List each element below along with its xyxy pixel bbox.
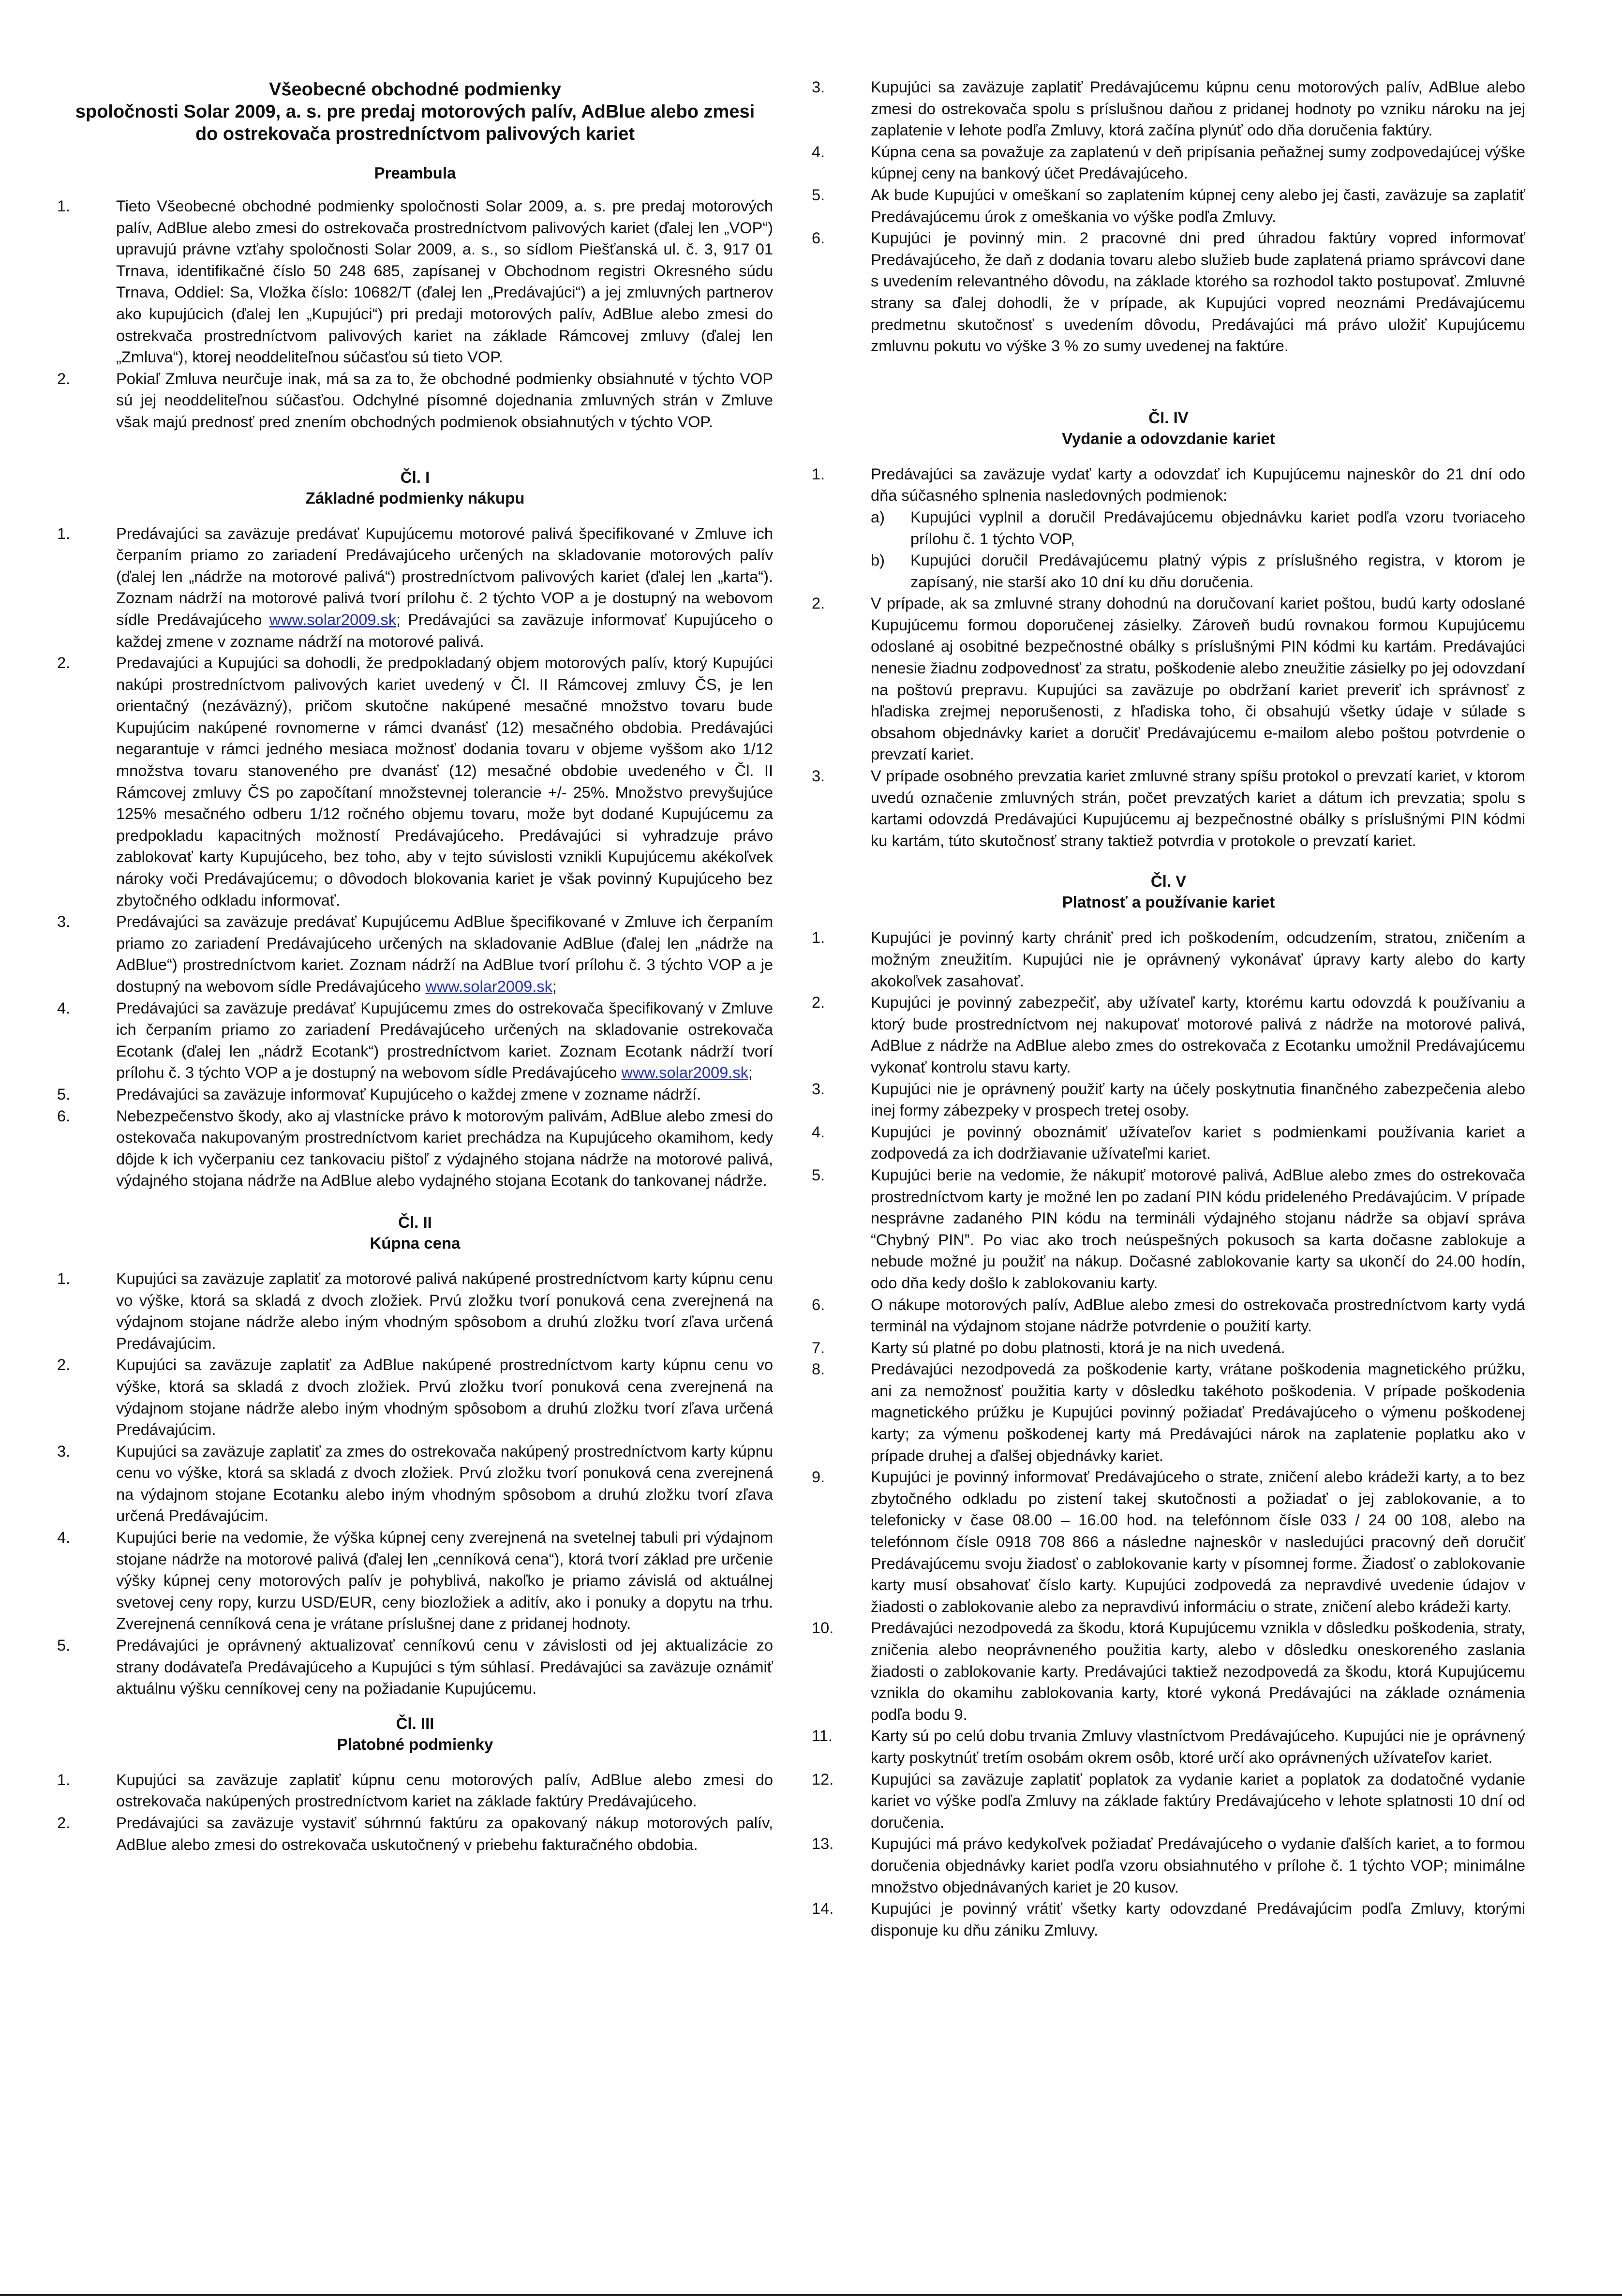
item-number: 3. bbox=[812, 1079, 825, 1098]
item-text bbox=[116, 998, 773, 1084]
article-3-title: Platobné podmienky bbox=[337, 1735, 493, 1753]
item-number: 2. bbox=[812, 594, 825, 612]
item-number: 10. bbox=[812, 1619, 834, 1637]
article-4-title: Vydanie a odovzdanie kariet bbox=[1062, 429, 1275, 447]
item-number: 3. bbox=[57, 1442, 71, 1460]
item-text-main: Predávajúci sa zaväzuje predávať Kupujúcemu motorové palivá špecifikované v Zmluve ich čerpaním priamo zo zariadení Predávajúceho určených na skladovanie motorových palív (ďalej len „nádrže na motorové palivá“) prostredníctvom palivových kariet (ďalej len „karta“). Zoznam nádrží na motorové palivá tvorí prílohu č. 2 týchto VOP a je dostupný na webovom sídle Predávajúceho bbox=[116, 524, 773, 628]
item-text: Karty sú platné po dobu platnosti, ktorá je na nich uvedená. bbox=[871, 1338, 1285, 1357]
item-number: 1. bbox=[57, 524, 71, 542]
article-2-item bbox=[57, 1268, 773, 1354]
article-1-item bbox=[57, 998, 773, 1084]
article-5-title: Platnosť a používanie kariet bbox=[1062, 893, 1275, 911]
article-3-item bbox=[812, 227, 1525, 357]
item-number: 12. bbox=[812, 1770, 834, 1788]
item-text: Kupujúci sa zaväzuje zaplatiť za AdBlue nakúpené prostredníctvom karty kúpnu cenu vo výške, ktorá sa skladá z dvoch zložiek. Prvú zložku tvorí ponuková cena zverejnená na výdajnom stojane nádrže alebo iným vhodným spôsobom a druhú zložku tvorí zľava určená Predávajúcim. bbox=[116, 1356, 773, 1439]
website-link[interactable]: www.solar2009.sk bbox=[269, 610, 397, 628]
article-4-number: Čl. IV bbox=[1148, 408, 1189, 427]
title-line-2: spoločnosti Solar 2009, a. s. pre predaj motorových palív, AdBlue alebo zmesi bbox=[75, 102, 755, 122]
item-text: Kupujúci nie je oprávnený použiť karty na účely poskytnutia finančného zabezpečenia alebo inej formy zábezpeky v prospech tretej osoby. bbox=[871, 1079, 1525, 1119]
item-text: Kúpna cena sa považuje za zaplatenú v deň pripísania peňažnej sumy zodpovedajúcej výške kúpnej ceny na bankový účet Predávajúceho. bbox=[871, 142, 1525, 182]
right-column bbox=[812, 0, 1525, 1941]
article-5-item bbox=[812, 1617, 1525, 1725]
preamble-item bbox=[57, 368, 773, 433]
article-5-item bbox=[812, 927, 1525, 992]
article-3-item bbox=[57, 1812, 773, 1855]
article-5-item bbox=[812, 1121, 1525, 1164]
item-text-main: Predávajúci sa zaväzuje predávať Kupujúcemu zmes do ostrekovača špecifikovaný v Zmluve ich čerpaním priamo zo zariadení Predávajúceho určených na skladovanie ostrekovača Ecotank (ďalej len „nádrž Ecotank“) prostredníctvom kariet. Zoznam Ecotank nádrží tvorí prílohu č. 3 týchto VOP a je dostupný na webovom sídle Predávajúceho bbox=[116, 999, 773, 1082]
item-number: 13. bbox=[812, 1834, 834, 1853]
item-number: 4. bbox=[812, 1122, 825, 1141]
article-3-item bbox=[812, 184, 1525, 227]
title-line-1: Všeobecné obchodné podmienky bbox=[269, 79, 561, 100]
item-number: 5. bbox=[57, 1085, 71, 1103]
preamble-list bbox=[57, 195, 773, 433]
item-number: 4. bbox=[57, 1528, 71, 1547]
item-text: Tieto Všeobecné obchodné podmienky spoločnosti Solar 2009, a. s. pre predaj motorových palív, AdBlue alebo zmesi do ostrekovača prostredníctvom palivových kariet (ďalej len „VOP“) upravujú právne vzťahy spoločnosti Solar 2009, a. s., so sídlom Piešťanská ul. č. 3, 917 01 Trnava, identifikačné číslo 50 248 685, zapísanej v Obchodnom registri Okresného súdu Trnava, Oddiel: Sa, Vložka číslo: 10682/T (ďalej len „Predávajúci“) a jej zmluvných partnerov ako kupujúcich (ďalej len „Kupujúci“) pri predaji motorových palív, AdBlue alebo zmesi do ostrekvača prostredníctvom palivových kariet na základe Rámcovej zmluvy (ďalej len „Zmluva“), ktorej neoddeliteľnou súčasťou sú tieto VOP. bbox=[116, 197, 773, 366]
article-2-item bbox=[57, 1635, 773, 1700]
page-bottom-rule bbox=[0, 2294, 1622, 2296]
item-number: 1. bbox=[57, 1269, 71, 1287]
article-4-item bbox=[812, 463, 1525, 593]
item-text-main: Predávajúci sa zaväzuje vydať karty a odovzdať ich Kupujúcemu najneskôr do 21 dní odo dňa súčasného splnenia nasledovných podmienok: bbox=[871, 464, 1525, 505]
item-text-after: ; Predávajúci sa zaväzuje informovať Kupujúceho o každej zmene v zozname nádrží na motorové palivá. bbox=[116, 610, 773, 650]
article-1-list bbox=[57, 523, 773, 1192]
item-number: 2. bbox=[57, 654, 71, 672]
item-number: 1. bbox=[812, 464, 825, 483]
website-link[interactable]: www.solar2009.sk bbox=[621, 1063, 748, 1082]
item-text: Predávajúci nezodpovedá za poškodenie karty, vrátane poškodenia magnetického prúžku, ani za nemožnosť použitia karty v dôsledku takéhoto poškodenia. V prípade poškodenia magnetického prúžku je Kupujúci povinný požiadať Predávajúceho o výmenu poškodenej karty; za výmenu poškodenej karty má Predávajúci nárok na zaplatenie poplatku ako v prípade druhej a ďalšej objednávky kariet. bbox=[871, 1360, 1525, 1464]
item-text: Kupujúci je povinný oboznámiť užívateľov kariet s podmienkami používania kariet a zodpovedá za ich dodržiavanie užívateľmi kariet. bbox=[871, 1122, 1525, 1163]
article-1-item bbox=[57, 911, 773, 997]
sub-item-text: Kupujúci vyplnil a doručil Predávajúcemu objednávku kariet podľa vzoru tvoriaceho prílohu č. 1 týchto VOP, bbox=[910, 507, 1525, 548]
item-number: 11. bbox=[812, 1727, 833, 1745]
item-text: V prípade osobného prevzatia kariet zmluvné strany spíšu protokol o prevzatí kariet, v ktorom uvedú označenie zmluvných strán, počet prevzatých kariet a dátum ich prevzatia; spolu s kartami odovzdá Predávajúci Kupujúcemu aj bezpečnostné obálky s príslušnými PIN kódmi ku kartám, túto skutočnosť strany taktiež potvrdia v protokole o prevzatí kariet. bbox=[871, 767, 1525, 850]
item-text: Predavajúci a Kupujúci sa dohodli, že predpokladaný objem motorových palív, ktorý Kupujúci nakúpi prostredníctvom palivových kariet uvedený v Čl. II Rámcovej zmluvy ČS, je len orientačný (nezáväzný), pričom skutočne nakúpené mesačné množstvo tovaru bude Kupujúcim nakúpené rovnomerne v rámci dvanásť (12) mesačného obdobia. Predávajúci negarantuje v rámci jedného mesiaca možnosť dodania tovaru v objeme vyššom ako 1/12 množstva tovaru stanoveného pre dvanásť (12) mesačné obdobie uvedeného v Čl. II Rámcovej zmluvy ČS po započítaní množstevnej tolerancie +/- 25%. Množstvo prevyšujúce 125% mesačného odberu 1/12 ročného objemu tovaru, može byt dodané Kupujúcemu za predpokladu kapacitných možností Predávajúceho. Predávajúci si vyhradzuje právo zablokovať karty Kupujúceho, bez toho, aby v tejto súvislosti vznikli Kupujúcemu akékoľvek nároky voči Predávajúcemu; o dôvodoch blokovania kariet je však povinný Kupujúceho bez zbytočného odkladu informovať. bbox=[116, 654, 773, 909]
article-2-item bbox=[57, 1527, 773, 1635]
item-text: Predávajúci nezodpovedá za škodu, ktorá Kupujúcemu vznikla v dôsledku poškodenia, straty, zničenia alebo neoprávneného použitia karty, alebo v dôsledku oneskoreného zaslania žiadosti o zablokovanie karty. Predávajúci taktiež nezodpovedá za škodu, ktorá Kupujúcemu vznikla do okamihu zablokovania karty, ktoré vykoná Predávajúci na základe oznámenia podľa bodu 9. bbox=[871, 1619, 1525, 1723]
item-text: Nebezpečenstvo škody, ako aj vlastnícke právo k motorovým palivám, AdBlue alebo zmesi do ostekovača nakupovaným prostredníctvom kariet prechádza na Kupujúceho okamihom, kedy dôjde k ich vyčerpaniu cez tankovaciu pištoľ z výdajného stojana nádrže na motorové palivá, výdajného stojana nádrže na AdBlue alebo vydajného stojana Ecotank do tankovanej nádrže. bbox=[116, 1106, 773, 1190]
article-5-item bbox=[812, 1358, 1525, 1466]
article-5-number: Čl. V bbox=[1150, 872, 1187, 891]
item-text: Kupujúci berie na vedomie, že výška kúpnej ceny zverejnená na svetelnej tabuli pri výdajnom stojane nádrže na motorové palivá (ďalej len „cenníková cena“), ktorá tvorí základ pre určenie výšky kúpnej ceny motorových palív je pohyblivá, nakoľko je priamo závislá od aktuálnej svetovej ceny ropy, kurzu USD/EUR, ceny biozložiek a aditív, ako i ponuky a dopytu na trhu. Zverejnená cenníková cena je vrátane príslušnej dane z pridanej hodnoty. bbox=[116, 1528, 773, 1633]
item-number: 2. bbox=[57, 1814, 71, 1832]
item-text: Kupujúci sa zaväzuje zaplatiť poplatok za vydanie kariet a poplatok za dodatočné vydanie kariet vo výške podľa Zmluvy na základe faktúry Predávajúceho v lehote splatnosti 10 dní od doručenia. bbox=[871, 1770, 1525, 1831]
item-text-after: ; bbox=[748, 1063, 753, 1082]
article-5-item bbox=[812, 1164, 1525, 1294]
article-5-list bbox=[812, 927, 1525, 1941]
sub-item-letter: a) bbox=[871, 507, 885, 526]
article-5-item bbox=[812, 1769, 1525, 1834]
preamble-item bbox=[57, 195, 773, 368]
item-number: 2. bbox=[812, 993, 825, 1012]
item-text: Predávajúci sa zaväzuje vystaviť súhrnnú faktúru za opakovaný nákup motorových palív, AdBlue alebo zmesi do ostrekovača uskutočnený v priebehu fakturačného obdobia. bbox=[116, 1814, 773, 1853]
article-3-item bbox=[812, 141, 1525, 184]
sub-item-text: Kupujúci doručil Predávajúcemu platný výpis z príslušného registra, v ktorom je zapísaný, nie starší ako 10 dní ku dňu doručenia. bbox=[910, 551, 1525, 591]
item-text: V prípade, ak sa zmluvné strany dohodnú na doručovaní kariet poštou, budú karty odoslané Kupujúcemu formou doporučenej zásielky. Zároveň budú rovnakou formou Kupujúcemu odoslané aj osobitné bezpečnostné obálky s príslušnými PIN kódmi ku kartám. Predávajúci nenesie žiadnu zodpovednosť za stratu, poškodenie alebo zneužitie zásielky po jej odovzdaní na poštovú prepravu. Kupujúci sa zaväzuje po obdržaní kariet preveriť ich správnosť z hľadiska zrejmej neporušenosti, z hľadiska toho, či obsahujú všetky údaje v súlade s obsahom objednávky kariet a doručiť Predávajúcemu e-mailom alebo poštou potvrdenie o prevzatí kariet. bbox=[871, 594, 1525, 763]
item-text: Predávajúci sa zaväzuje informovať Kupujúceho o každej zmene v zozname nádrží. bbox=[116, 1085, 701, 1103]
item-number: 9. bbox=[812, 1468, 825, 1486]
item-text-main: Predávajúci sa zaväzuje predávať Kupujúcemu AdBlue špecifikované v Zmluve ich čerpaním priamo zo zariadení Predávajúceho určených na skladovanie AdBlue (ďalej len „nádrže na AdBlue“) prostredníctvom kariet. Zoznam nádrží na AdBlue tvorí prílohu č. 3 týchto VOP a je dostupný na webovom sídle Predávajúceho bbox=[116, 912, 773, 995]
item-text: Kupujúci je povinný informovať Predávajúceho o strate, zničení alebo krádeži karty, a to bez zbytočného odkladu po zistení takej skutočnosti a požiadať o jej zablokovanie, a to telefonicky v čase 08.00 – 16.00 hod. na telefónnom čísle 033 / 24 00 108, alebo na telefónnom čísle 0918 708 866 a následne najneskôr v nasledujúci pracovný deň doručiť Predávajúcemu svoju žiadosť o zablokovanie karty v písomnej forme. Žiadosť o zablokovanie karty musí obsahovať číslo karty. Kupujúci zodpovedá za nepravdivé uvedenie údajov v žiadosti o zablokovanie alebo za nepravdivú informáciu o strate, zničení alebo krádeži karty. bbox=[871, 1468, 1525, 1615]
item-number: 5. bbox=[812, 185, 825, 204]
article-5-item bbox=[812, 1833, 1525, 1898]
article-4-item bbox=[812, 765, 1525, 851]
article-3-list-left bbox=[57, 1769, 773, 1855]
item-number: 4. bbox=[812, 142, 825, 161]
item-number: 6. bbox=[812, 229, 825, 247]
article-5-item bbox=[812, 1725, 1525, 1768]
item-text bbox=[116, 523, 773, 653]
item-text: Kupujúci sa zaväzuje zaplatiť za motorové palivá nakúpené prostredníctvom karty kúpnu cenu vo výške, ktorá sa skladá z dvoch zložiek. Prvú zložku tvorí ponuková cena zverejnená na výdajnom stojane nádrže alebo iným vhodným spôsobom a druhú zložku tvorí zľava určená Predávajúcim. bbox=[116, 1269, 773, 1352]
article-3-item bbox=[812, 76, 1525, 141]
article-5-item bbox=[812, 1898, 1525, 1941]
item-text: Kupujúci je povinný min. 2 pracovné dni pred úhradou faktúry vopred informovať Predávajúceho, že daň z dodania tovaru alebo služieb bude zaplatená priamo správcovi dane s uvedením relevantného dôvodu, na základe ktorého sa rozhodol takto postupovať. Zmluvné strany sa ďalej dohodli, že v prípade, ak Kupujúci vopred neoznámi Predávajúcemu predmetnu skutočnosť s uvedením dôvodu, Predávajúci má právo uložiť Kupujúcemu zmluvnu pokutu vo výške 3 % zo sumy uvedenej na faktúre. bbox=[871, 229, 1525, 355]
item-text: Predávajúci je oprávnený aktualizovať cenníkovú cenu v závislosti od jej aktualizácie zo strany dodávateľa Predávajúceho a Kupujúci s tým súhlasí. Predávajúci sa zaväzuje oznámiť aktuálnu výšku cenníkovej ceny na požiadanie Kupujúcemu. bbox=[116, 1636, 773, 1698]
sub-item bbox=[871, 550, 1525, 593]
article-3-list-right bbox=[812, 76, 1525, 357]
item-number: 14. bbox=[812, 1899, 834, 1918]
item-number: 3. bbox=[57, 912, 71, 931]
item-number: 4. bbox=[57, 999, 71, 1017]
article-2-item bbox=[57, 1354, 773, 1440]
article-2-title: Kúpna cena bbox=[370, 1234, 461, 1252]
item-text: Kupujúci sa zaväzuje zaplatiť Predávajúcemu kúpnu cenu motorových palív, AdBlue alebo zmesi do ostrekovača spolu s príslušnou daňou z pridanej hodnoty po vzniku nároku na jej zaplatenie v lehote podľa Zmluvy, ktorá začína plynúť odo dňa doručenia faktúry. bbox=[871, 78, 1525, 139]
item-number: 6. bbox=[812, 1295, 825, 1313]
article-5-item bbox=[812, 992, 1525, 1078]
article-4-list bbox=[812, 463, 1525, 852]
item-text: Karty sú po celú dobu trvania Zmluvy vlastníctvom Predávajúceho. Kupujúci nie je oprávnený karty poskytnúť tretím osobám okrem osôb, ktoré určí ako oprávnených užívateľov kariet. bbox=[871, 1727, 1525, 1766]
article-3-item bbox=[57, 1769, 773, 1812]
item-number: 7. bbox=[812, 1338, 825, 1357]
article-1-number: Čl. I bbox=[400, 468, 430, 486]
article-5-item bbox=[812, 1078, 1525, 1121]
item-number: 2. bbox=[57, 369, 71, 388]
article-5-item bbox=[812, 1294, 1525, 1337]
left-column bbox=[57, 0, 773, 1855]
article-4-item bbox=[812, 593, 1525, 765]
item-number: 1. bbox=[812, 928, 825, 947]
item-number: 1. bbox=[57, 1770, 71, 1789]
item-number: 3. bbox=[812, 767, 825, 785]
title-line-3: do ostrekovača prostredníctvom palivových kariet bbox=[195, 124, 635, 144]
item-text-after: ; bbox=[552, 977, 557, 995]
sub-item-letter: b) bbox=[871, 551, 885, 569]
item-number: 5. bbox=[812, 1165, 825, 1184]
item-text bbox=[871, 463, 1525, 593]
article-1-item bbox=[57, 1105, 773, 1192]
article-1-title: Základné podmienky nákupu bbox=[305, 489, 525, 507]
article-3-number: Čl. III bbox=[396, 1714, 434, 1732]
article-1-item bbox=[57, 523, 773, 653]
item-text: Kupujúci je povinný zabezpečiť, aby užívateľ karty, ktorému kartu odovzdá k používaniu a ktorý bude prostredníctvom nej nakupovať motorové palivá z nádrže na motorové palivá, AdBlue z nádrže na AdBlue alebo zmes do ostrekovača z Ecotanku umožnil Predávajúcemu vykonať kontrolu stavu karty. bbox=[871, 993, 1525, 1076]
item-text: Kupujúci je povinný vrátiť všetky karty odovzdané Predávajúcim podľa Zmluvy, ktorými disponuje ku dňu zániku Zmluvy. bbox=[871, 1899, 1525, 1939]
item-text bbox=[116, 911, 773, 997]
item-text: Kupujúci berie na vedomie, že nákupiť motorové palivá, AdBlue alebo zmes do ostrekovača prostredníctvom karty je možné len po zadaní PIN kódu prideleného Predávajúcim. V prípade nesprávne zadaného PIN kódu na termináli výdajného stojanu nádrže sa objaví správa “Chybný PIN”. Po viac ako troch neúspešných pokusoch sa karta dočasne zablokuje a nebude možné ju použiť na nákup. Dočasné zablokovanie karty sa ukončí do 24.00 hodín, odo dňa kedy došlo k zablokovaniu karty. bbox=[871, 1165, 1525, 1292]
document-title bbox=[57, 0, 773, 145]
item-text: Pokiaľ Zmluva neurčuje inak, má sa za to, že obchodné podmienky obsiahnuté v týchto VOP sú jej neoddeliteľnou súčasťou. Odchylné písomné dojednania zmluvných strán v Zmluve však majú prednosť pred znením obchodných podmienok obsiahnutých v týchto VOP. bbox=[116, 369, 773, 431]
preamble-heading: Preambula bbox=[374, 164, 456, 182]
article-5-item bbox=[812, 1337, 1525, 1359]
item-text: Kupujúci je povinný karty chrániť pred ich poškodením, odcudzením, stratou, zničením a možným zneužitím. Kupujúci nie je oprávnený vykonávať úpravy karty alebo do karty akokoľvek zasahovať. bbox=[871, 928, 1525, 990]
item-number: 5. bbox=[57, 1636, 71, 1655]
item-number: 3. bbox=[812, 78, 825, 96]
article-2-list bbox=[57, 1268, 773, 1700]
item-text: O nákupe motorových palív, AdBlue alebo zmesi do ostrekovača prostredníctvom karty vydá terminál na výdajnom stojane nádrže potvrdenie o použití karty. bbox=[871, 1295, 1525, 1335]
item-number: 6. bbox=[57, 1106, 71, 1125]
article-2-number: Čl. II bbox=[398, 1213, 432, 1231]
sub-item bbox=[871, 507, 1525, 550]
website-link[interactable]: www.solar2009.sk bbox=[425, 977, 552, 995]
article-1-item bbox=[57, 652, 773, 911]
item-text: Kupujúci sa zaväzuje zaplatiť za zmes do ostrekovača nakúpený prostredníctvom karty kúpnu cenu vo výške, ktorá sa skladá z dvoch zložiek. Prvú zložku tvorí ponuková cena zverejnená na výdajnom stojane Ecotanku alebo iným vhodným spôsobom a druhú zložku tvorí zľava určená Predávajúcim. bbox=[116, 1442, 773, 1525]
item-number: 8. bbox=[812, 1360, 825, 1378]
item-text: Kupujúci má právo kedykoľvek požiadať Predávajúceho o vydanie ďalších kariet, a to formou doručenia objednávky kariet podľa vzoru obsiahnutého v prílohe č. 1 týchto VOP; minimálne množstvo objednávaných kariet je 20 kusov. bbox=[871, 1834, 1525, 1896]
item-number: 2. bbox=[57, 1356, 71, 1374]
article-2-item bbox=[57, 1441, 773, 1527]
item-text: Ak bude Kupujúci v omeškaní so zaplatením kúpnej ceny alebo jej časti, zaväzuje sa zaplatiť Predávajúcemu úrok z omeškania vo výške podľa Zmluvy. bbox=[871, 185, 1525, 225]
article-1-item bbox=[57, 1084, 773, 1105]
item-number: 1. bbox=[57, 197, 71, 215]
item-text: Kupujúci sa zaväzuje zaplatiť kúpnu cenu motorových palív, AdBlue alebo zmesi do ostrekovača nakúpených prostredníctvom kariet na základe faktúry Predávajúceho. bbox=[116, 1770, 773, 1810]
article-5-item bbox=[812, 1466, 1525, 1617]
